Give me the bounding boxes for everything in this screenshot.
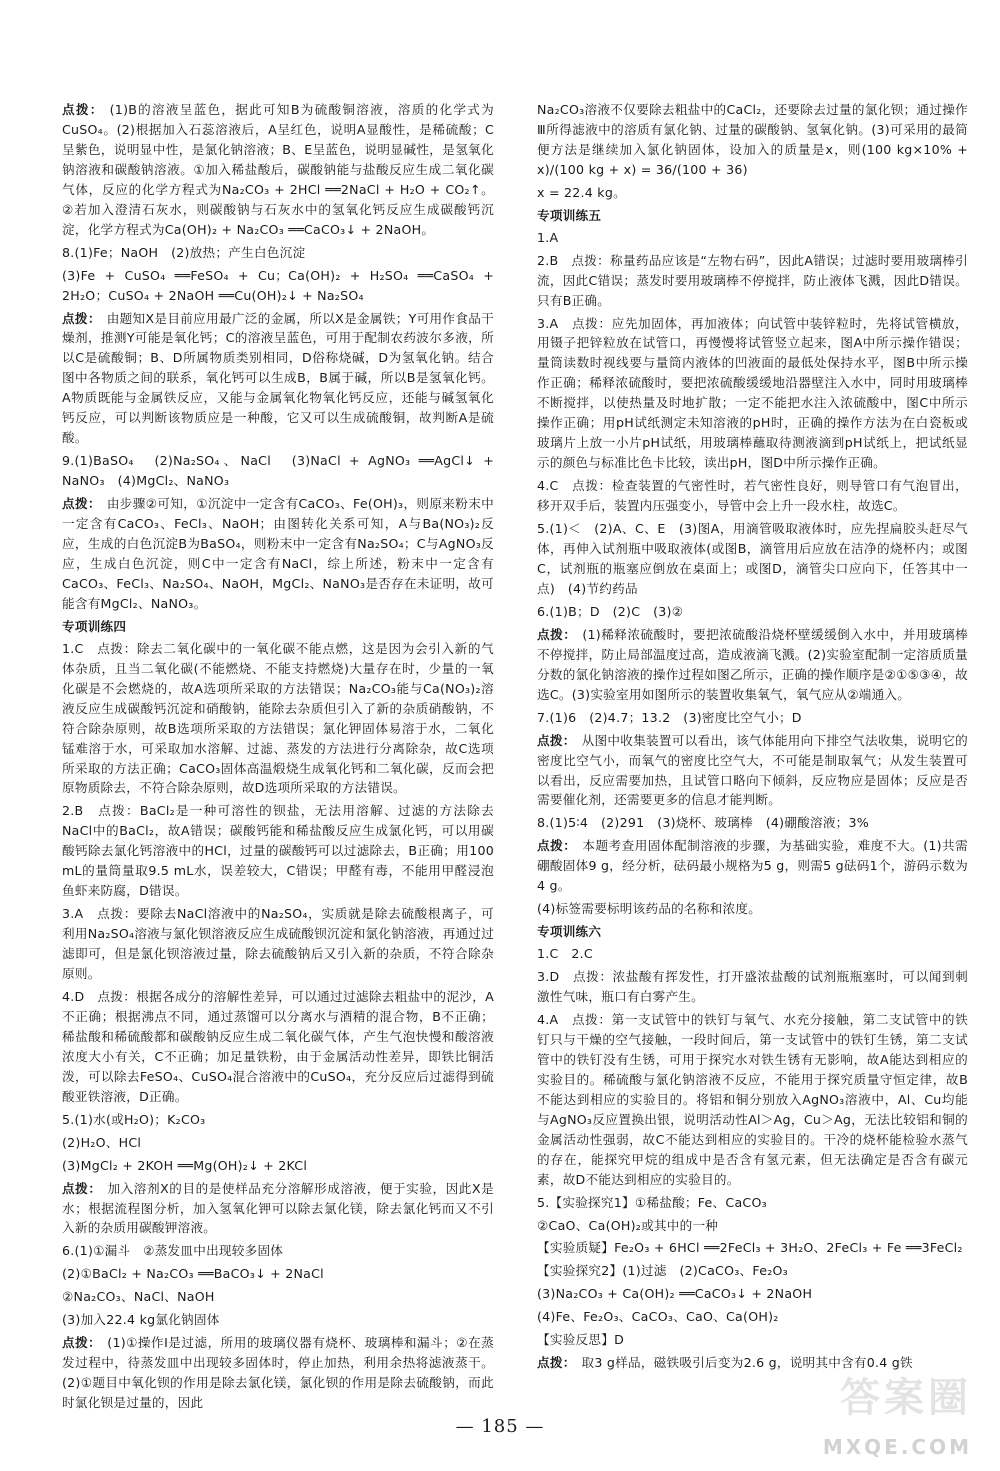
answer-line: ②CaO、Ca(OH)₂或其中的一种 bbox=[537, 1217, 719, 1233]
paragraph-text: 由步骤②可知，①沉淀中一定含有CaCO₃、Fe(OH)₃，则原来粉末中一定含有CaCO₃、FeCl₃、NaOH；由图转化关系可知，A与Ba(NO₃)₂反应，生成的白色沉淀B为BaSO₄，则粉末中一定含有Na₂SO₄；C与AgNO₃反应，生成白色沉淀，则C中一定含有NaCl，综上所述，粉末中一定含有CaCO₃、FeCl₃、Na₂SO₄、NaOH，MgCl₂、NaNO₃是否存在未证明，故可能含有MgCl₂、NaNO₃。 bbox=[62, 496, 494, 611]
hint-label: 点拨： bbox=[62, 1180, 102, 1196]
paragraph-text: 从图中收集装置可以看出，该气体能用向下排空气法收集，说明它的密度比空气小，而氧气的密度比空气大，不可能是制取氧气；从发生装置可以看出，反应需要加热，且试管口略向下倾斜，反应物应是固体；反应是否需要催化剂，还需要更多的信息才能判断。 bbox=[537, 732, 969, 808]
paragraph bbox=[537, 731, 968, 811]
hint-label: 点拨： bbox=[62, 496, 101, 512]
answer-line: (3)Na₂CO₃ + Ca(OH)₂ ══CaCO₃↓ + 2NaOH bbox=[537, 1286, 813, 1302]
answer-paragraph: 3.A 点拨：要除去NaCl溶液中的Na₂SO₄，实质就是除去硫酸根离子，可利用Na₂SO₄溶液与氯化钡溶液反应生成硫酸钡沉淀和氯化钠溶液，再通过过滤即可，但是氯化钡溶液过量，除去硫酸钠后又引入新的杂质，不符合除杂原则。 bbox=[62, 906, 494, 982]
answer-line: 【实验反思】D bbox=[537, 1332, 625, 1348]
paragraph-text: (1)稀释浓硫酸时，要把浓硫酸沿烧杯壁缓缓倒入水中，并用玻璃棒不停搅拌，防止局部温度过高，造成液滴飞溅。(2)实验室配制一定溶质质量分数的氯化钠溶液的操作过程如图乙所示，正确的操作顺序是②①⑤③④，故选C。(3)实验室用如图所示的装置收集氧气，氧气应从②端通入。 bbox=[537, 626, 969, 702]
section-title: 专项训练四 bbox=[62, 618, 127, 634]
answer-paragraph: 5.(1)＜ (2)A、C、E (3)图A，用滴管吸取液体时，应先捏扁胶头赶尽气体，再伸入试剂瓶中吸取液体(或图B，滴管用后应放在洁净的烧杯内；或图C，试剂瓶的瓶塞应倒放在桌面上；或图D，滴管尖口应向下，任答其中一点) (4)节约药品 bbox=[537, 521, 968, 596]
answer-paragraph: 2.B 点拨：BaCl₂是一种可溶性的钡盐，无法用溶解、过滤的方法除去NaCl中的BaCl₂，故A错误；碳酸钙能和稀盐酸反应生成氯化钙，可以用碳酸钙除去氯化钙溶液中的HCl，过量的碳酸钙可以过滤除去，B正确；用100 mL的量筒量取9.5 mL水，误差较大，C错误；甲醛有毒，不能用甲醛浸泡鱼虾来防腐，D错误。 bbox=[62, 803, 494, 899]
answer-line: 6.(1)①漏斗 ②蒸发皿中出现较多固体 bbox=[62, 1243, 284, 1259]
paragraph bbox=[537, 836, 968, 896]
answer-paragraph: 2.B 点拨：称量药品应该是“左物右码”，因此A错误；过滤时要用玻璃棒引流，因此C错误；蒸发时要用玻璃棒不停搅拌，防止液体飞溅，因此D错误。只有B正确。 bbox=[537, 252, 968, 308]
answer-line: ②Na₂CO₃、NaCl、NaOH bbox=[62, 1289, 215, 1305]
paragraph-text: (1)B的溶液呈蓝色，据此可知B为硫酸铜溶液，溶质的化学式为CuSO₄。(2)根据加入石蕊溶液后，A呈红色，说明A显酸性，是稀硫酸；C呈紫色，说明显中性，是氯化钠溶液；B、E呈蓝色，说明显碱性，是氢氧化钠溶液和碳酸钠溶液。①加入稀盐酸后，碳酸钠能与盐酸反应生成二氧化碳气体，反应的化学方程式为Na₂CO₃ + 2HCl ══2NaCl + H₂O + CO₂↑。②若加入澄清石灰水，则碳酸钠与石灰水中的氢氧化钙反应生成碳酸钙沉淀，化学方程式为Ca(OH)₂ + Na₂CO₃ ══CaCO₃↓ + 2NaOH。 bbox=[62, 102, 494, 237]
hint-label: 点拨： bbox=[537, 838, 577, 854]
paragraph-text: 由题知X是目前应用最广泛的金属，所以X是金属铁；Y可用作食品干燥剂，推测Y可能是氧化钙；C的溶液呈蓝色，可用于配制农药波尔多液，所以C是硫酸铜；B、D所属物质类别相同，D俗称烧碱，D为氢氧化钠。结合图中各物质之间的联系，氧化钙可以生成B，B属于碱，所以B是氢氧化钙。A物质既能与金属铁反应，又能与金属氧化物氧化钙反应，还能与碱氢氧化钙反应，可以判断该物质应是一种酸，它又可以生成硫酸铜，故判断A是硫酸。 bbox=[62, 310, 494, 446]
answer-line: 6.(1)B；D (2)C (3)② bbox=[537, 603, 684, 619]
answer-line: 8.(1)5∶4 (2)291 (3)烧杯、玻璃棒 (4)硼酸溶液；3% bbox=[537, 815, 870, 831]
answer-line: 5.(1)水(或H₂O)；K₂CO₃ bbox=[62, 1111, 206, 1127]
page-number: — 185 — bbox=[455, 1416, 545, 1437]
answer-line: 5.【实验探究1】①稀盐酸；Fe、CaCO₃ bbox=[537, 1194, 767, 1210]
answer-paragraph: 4.C 点拨：检查装置的气密性时，若气密性良好，则导管口有气泡冒出，移开双手后，装置内压强变小，导管中会上升一段水柱，故选C。 bbox=[537, 478, 968, 514]
paragraph-text: (1)①操作I是过滤，所用的玻璃仪器有烧杯、玻璃棒和漏斗；②在蒸发过程中，待蒸发皿中出现较多固体时，停止加热，利用余热将滤液蒸干。(2)①题目中氧化钡的作用是除去氯化镁，氯化钡的作用是除去硫酸钠，而此时氯化钡是过量的，因此 bbox=[62, 1335, 495, 1411]
paragraph-text: 加入溶剂X的目的是使样品充分溶解形成溶液，便于实验，因此X是水；根据流程图分析，加入氢氧化钾可以除去氯化镁，除去氯化钙而又不引入新的杂质用碳酸钾溶液。 bbox=[62, 1180, 494, 1236]
paragraph bbox=[537, 625, 968, 705]
section-title: 专项训练六 bbox=[537, 924, 602, 940]
left-column bbox=[62, 100, 494, 1416]
answer-line: (3)Fe + CuSO₄ ══FeSO₄ + Cu；Ca(OH)₂ + H₂SO₄ ══CaSO₄ + 2H₂O；CuSO₄ + 2NaOH ══Cu(OH)₂↓ + Na₂SO₄ bbox=[62, 267, 494, 303]
answer-line: (4)标签需要标明该药品的名称和浓度。 bbox=[537, 901, 762, 917]
hint-label: 点拨： bbox=[62, 310, 101, 326]
answer-line: 【实验质疑】Fe₂O₃ + 6HCl ══2FeCl₃ + 3H₂O、2FeCl₃ + Fe ══3FeCl₂ bbox=[537, 1240, 963, 1256]
answer-line: (2)①BaCl₂ + Na₂CO₃ ══BaCO₃↓ + 2NaCl bbox=[62, 1266, 324, 1282]
hint-label: 点拨： bbox=[537, 626, 577, 642]
answer-line: (4)Fe、Fe₂O₃、CaCO₃、CaO、Ca(OH)₂ bbox=[537, 1309, 779, 1325]
answer-line: 1.C 2.C bbox=[537, 946, 593, 962]
answer-paragraph: 3.A 点拨：应先加固体，再加液体；向试管中装锌粒时，先将试管横放，用镊子把锌粒放在试管口，再慢慢将试管竖立起来，图A中所示操作错误；量筒读数时视线要与量筒内液体的凹液面的最低处保持水平，图B中所示操作正确；稀释浓硫酸时，要把浓硫酸缓缓地沿器壁注入水中，同时用玻璃棒不断搅拌，以使热量及时地扩散；一定不能把水注入浓硫酸中，图C中所示操作正确；用pH试纸测定未知溶液的pH时，正确的操作方法为在白瓷板或玻璃片上放一小片pH试纸，用玻璃棒蘸取待测液滴到pH试纸上，把试纸显示的颜色与标准比色卡比较，读出pH，图D中所示操作正确。 bbox=[537, 315, 968, 471]
answer-line: 1.A bbox=[537, 229, 559, 245]
watermark-logo: 答案圈 bbox=[840, 1375, 972, 1421]
answer-line: (3)加入22.4 kg氯化钠固体 bbox=[62, 1312, 220, 1328]
hint-label: 点拨： bbox=[62, 102, 104, 117]
answer-line: 8.(1)Fe；NaOH (2)放热；产生白色沉淀 bbox=[62, 244, 306, 260]
answer-line: x = 22.4 kg。 bbox=[537, 184, 626, 200]
watermark: MXQE.COM bbox=[822, 1435, 972, 1459]
right-column bbox=[537, 100, 968, 1376]
hint-label: 点拨： bbox=[537, 732, 576, 748]
answer-line: 9.(1)BaSO₄ (2)Na₂SO₄、NaCl (3)NaCl + AgNO₃ ══AgCl↓ + NaNO₃ (4)MgCl₂、NaNO₃ bbox=[62, 453, 494, 489]
hint-label: 点拨： bbox=[62, 1335, 102, 1351]
section-title: 专项训练五 bbox=[537, 207, 602, 223]
answer-paragraph: 3.D 点拨：浓盐酸有挥发性，打开盛浓盐酸的试剂瓶瓶塞时，可以闻到刺激性气味，瓶口有白雾产生。 bbox=[537, 969, 968, 1005]
answer-line: 【实验探究2】(1)过滤 (2)CaCO₃、Fe₂O₃ bbox=[537, 1263, 788, 1279]
paragraph bbox=[62, 494, 494, 614]
answer-paragraph: 4.A 点拨：第一支试管中的铁钉与氧气、水充分接触，第二支试管中的铁钉只与干燥的空气接触，一段时间后，第一支试管中的铁钉生锈，第二支试管中的铁钉没有生锈，可用于探究水对铁生锈有无影响，故A能达到相应的实验目的。稀硫酸与氯化钠溶液不反应，不能用于探究质量守恒定律，故B不能达到相应的实验目的。将铝和铜分别放入AgNO₃溶液中，Al、Cu均能与AgNO₃反应置换出银，说明活动性Al＞Ag，Cu＞Ag，无法比较铝和铜的金属活动性强弱，故C不能达到相应的实验目的。干冷的烧杯能检验水蒸气的存在，能探究甲烷的组成中是否含有氢元素，但无法确定是否含有碳元素，故D不能达到相应的实验目的。 bbox=[537, 1011, 968, 1187]
paragraph bbox=[62, 100, 494, 240]
paragraph bbox=[62, 1179, 494, 1239]
hint-label: 点拨： bbox=[537, 1355, 576, 1371]
answer-paragraph: Na₂CO₃溶液不仅要除去粗盐中的CaCl₂，还要除去过量的氯化钡；通过操作Ⅲ所得滤液中的溶质有氯化钠、过量的碳酸钠、氢氧化钠。(3)可采用的最简便方法是继续加入氯化钠固体，设加入的质量是x，则(100 kg×10% + x)/(100 kg + x) = 36/(100 + 36) bbox=[537, 102, 968, 177]
paragraph-text: 取3 g样品，磁铁吸引后变为2.6 g，说明其中含有0.4 g铁 bbox=[581, 1355, 913, 1371]
paragraph bbox=[62, 309, 494, 449]
answer-paragraph: 4.D 点拨：根据各成分的溶解性差异，可以通过过滤除去粗盐中的泥沙，A不正确；根据沸点不同，通过蒸馏可以分离水与酒精的混合物，B不正确；稀盐酸和稀硫酸都和碳酸钠反应生成二氧化碳气体，产生气泡快慢和酸溶液浓度大小有关，C不正确；加足量铁粉，由于金属活动性差异，即铁比铜活泼，可以除去FeSO₄、CuSO₄混合溶液中的CuSO₄，充分反应后过滤得到硫酸亚铁溶液，D正确。 bbox=[62, 988, 494, 1104]
paragraph bbox=[62, 1333, 494, 1413]
answer-paragraph: 1.C 点拨：除去二氧化碳中的一氧化碳不能点燃，这是因为会引入新的气体杂质，且当二氧化碳(不能燃烧、不能支持燃烧)大量存在时，少量的一氧化碳是不会燃烧的，故A选项所采取的方法错误；Na₂CO₃能与Ca(NO₃)₂溶液反应生成碳酸钙沉淀和硝酸钠，能除去杂质但引入了新的杂质硝酸钠，不符合除杂原则，故B选项所采取的方法错误；氯化钾固体易溶于水，二氧化锰难溶于水，可采取加水溶解、过滤、蒸发的方法进行分离除杂，故C选项所采取的方法正确；CaCO₃固体高温煅烧生成氧化钙和二氧化碳，反而会把原物质除去，不符合除杂原则，故D选项所采取的方法错误。 bbox=[62, 640, 494, 796]
answer-line: (3)MgCl₂ + 2KOH ══Mg(OH)₂↓ + 2KCl bbox=[62, 1157, 308, 1173]
answer-line: (2)H₂O、HCl bbox=[62, 1134, 142, 1150]
paragraph-text: 本题考查用固体配制溶液的步骤，为基础实验，难度不大。(1)共需硼酸固体9 g，经分析，砝码最小规格为5 g，则需5 g砝码1个，游码示数为4 g。 bbox=[537, 838, 969, 894]
answer-line: 7.(1)6 (2)4.7；13.2 (3)密度比空气小；D bbox=[537, 709, 802, 725]
